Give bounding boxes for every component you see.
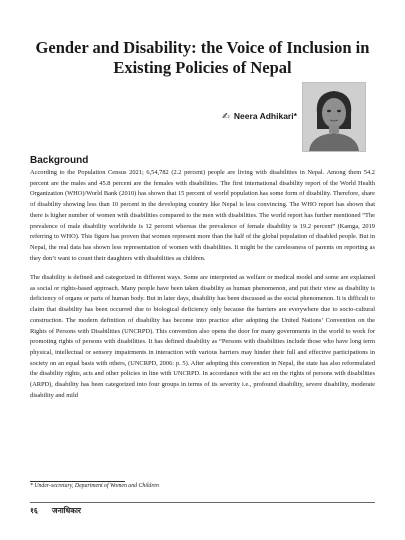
author-photo	[302, 82, 366, 152]
author-name: Neera Adhikari*	[233, 111, 297, 121]
page-number: १६	[30, 506, 38, 515]
article-title: Gender and Disability: the Voice of Inclusion in Existing Policies of Nepal	[35, 38, 370, 77]
footnote: * Under-secretary, Department of Women and Children	[30, 483, 159, 489]
pen-icon: ✍	[222, 111, 230, 121]
journal-name: जनाधिकार	[52, 506, 81, 515]
author-byline	[222, 111, 297, 122]
footnote-divider	[30, 481, 125, 482]
footer-divider	[30, 502, 375, 503]
body-paragraph-1: According to the Population Census 2021; 6,54,782 (2.2 percent) people are living with disabilities in Nepal. Among them 54.2 percent are the males and 45.8 percent are the females with disabilities. The first international disability report of the World Health Organization (WHO)/World Bank (2010) has shown that 15 percent of world population has some form of disability. Therefore, share of disability showing less than 10 percent in the developing country like Nepal is less convincing. The WHO report has shown that there is higher number of women with disabilities compared to the men with disabilities. The world report has further mentioned “The prevalence of male disability worldwide is 12 percent whereas the prevalence of female disability is 19.2 percent” (Kamga, 2019 referring to WHO). This figure has proven that women represent more than the half of the global population of disabled people. But in Nepal, the real data has shown less representation of women with disabilities. It might be the carelessness of parents on reporting as they don’t want to count their daughters with disabilities as children.	[30, 169, 375, 262]
author-portrait-image	[303, 83, 365, 151]
section-heading: Background	[30, 155, 89, 166]
body-paragraph-2: The disability is defined and categorized in different ways. Some are interpreted as welfare or medical model and some are explained as social or rights-based approach. Many people have been taken disability as human phenomenon, and put their view as disability is deficiency of organs or parts of human body. But in later days, disability has been discussed as the social phenomenon. It is difficult to claim that disability has been occurred due to biological deficiency only because the barriers are everywhere due to socio-cultural construction. The modern definition of disability has become into practice after adopting the United Nations’ Convention on the Rights of Persons with Disabilities (UNCRPD). This convention also opens the door for many governments in the world to work for promoting rights of persons with disabilities. It has defined disability as “Persons with disabilities include those who have long term physical, intellectual or sensory impairments in interaction with various barriers may hinder their full and effective participations in society on an equal basis with others, (UNCRPD, 2006: p. 5). After adopting this convention in Nepal, the state has also reformulated the disability rights, acts and other policies in line with UNCRPD. In accordance with the act on the rights of persons with disabilities (ARPD), disability has been categorized into four groups in terms of its severity i.e., profound disability, severe disability, moderate disability and mild	[30, 274, 375, 399]
